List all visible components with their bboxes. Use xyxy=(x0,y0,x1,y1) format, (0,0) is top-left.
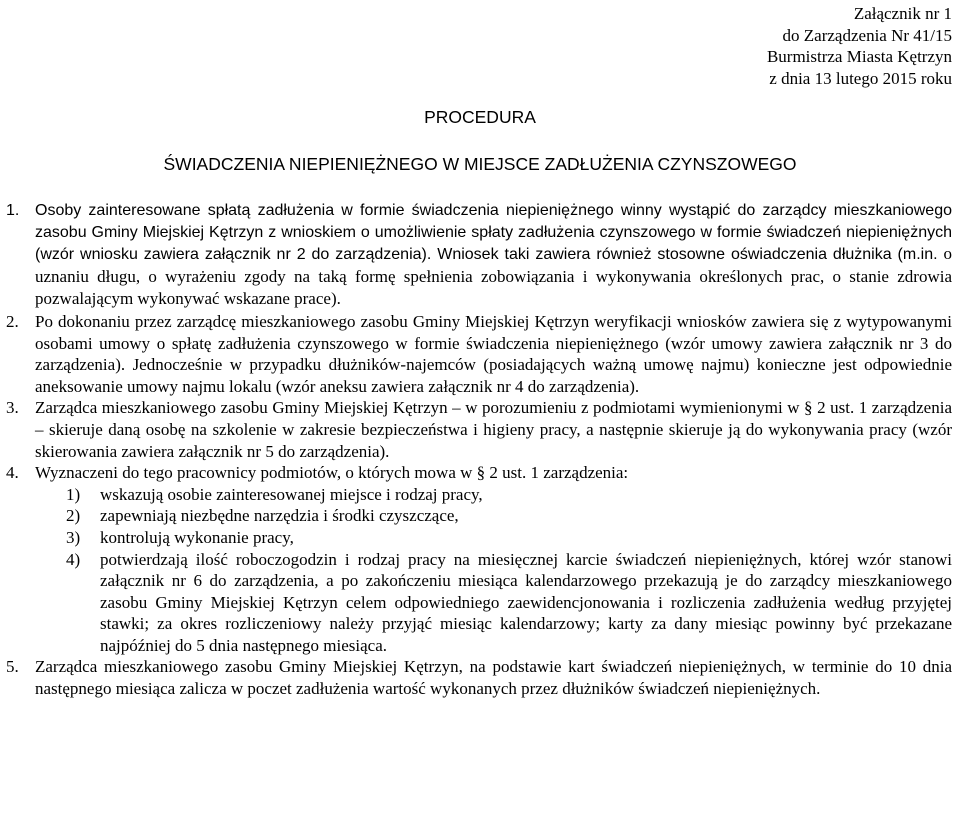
header-line-3: Burmistrza Miasta Kętrzyn xyxy=(766,47,952,66)
item-text-continued: o uznaniu długu, o wyrażeniu zgody na taką formę spełnienia zobowiązania i wykonywania określonych prac, o stanie zdrowia pozwalającym wykonywać wskazane prace). xyxy=(35,244,952,309)
subitem-text: wskazują osobie zainteresowanej miejsce i rodzaj pracy, xyxy=(100,484,483,504)
item-number: 2. xyxy=(6,311,19,331)
subitem-number: 3) xyxy=(66,527,81,547)
subitem-1 xyxy=(0,484,960,506)
item-number: 3. xyxy=(6,398,19,418)
procedure-item-3 xyxy=(0,397,960,462)
item-number: 1. xyxy=(6,202,20,219)
procedure-item-4 xyxy=(0,462,960,484)
procedure-subject: ŚWIADCZENIA NIEPIENIĘŻNEGO W MIEJSCE ZADŁUŻENIA CZYNSZOWEGO xyxy=(163,154,797,174)
subitem-3 xyxy=(0,527,960,549)
subitem-text: kontrolują wykonanie pracy, xyxy=(100,527,294,547)
item-number: 5. xyxy=(6,657,19,677)
item-number: 4. xyxy=(6,463,19,483)
attachment-header xyxy=(767,3,952,89)
subitem-text: zapewniają niezbędne narzędzia i środki czyszczące, xyxy=(100,506,459,526)
item-text: Zarządca mieszkaniowego zasobu Gminy Miejskiej Kętrzyn, na podstawie kart świadczeń niepieniężnych, w terminie do 10 dnia następnego miesiąca zalicza w poczet zadłużenia wartość wykonanych przez dłużników świadczeń niepieniężnych. xyxy=(35,657,952,699)
procedure-item-1 xyxy=(0,200,960,311)
procedure-item-2 xyxy=(0,311,960,397)
subitem-number: 1) xyxy=(66,484,81,504)
procedure-body xyxy=(0,200,960,700)
subitem-text: potwierdzają ilość roboczogodzin i rodzaj pracy na miesięcznej karcie świadczeń niepieniężnych, której wzór stanowi załącznik nr 6 do zarządzenia, a po zakończeniu miesiąca kalendarzowego przekazują je do zarządcy mieszkaniowego zasobu Gminy Miejskiej Kętrzyn celem odpowiedniego zaewidencjonowania i rozliczenia zadłużenia według przyjętej stawki; za okres rozliczeniowy należy przyjąć miesiąc kalendarzowy; karty za dany miesiąc powinny być przekazane najpóźniej do 5 dnia następnego miesiąca. xyxy=(100,549,952,655)
subitem-4 xyxy=(0,549,960,657)
header-line-1: Załącznik nr 1 xyxy=(853,4,952,23)
subitem-number: 4) xyxy=(66,549,81,569)
procedure-item-5 xyxy=(0,656,960,699)
item-text: Osoby zainteresowane spłatą zadłużenia w formie świadczenia niepieniężnego winny wystąpić do zarządcy mieszkaniowego zasobu Gminy Miejskiej Kętrzyn z wnioskiem o umożliwienie spłaty zadłużenia czynszowego w formie świadczeń niepieniężnych (wzór wniosku zawiera załącznik nr 2 do zarządzenia). Wniosek taki zawiera również stosowne oświadczenia dłużnika (m.in. xyxy=(35,202,952,264)
subitem-number: 2) xyxy=(66,506,81,526)
item-text: Po dokonaniu przez zarządcę mieszkaniowego zasobu Gminy Miejskiej Kętrzyn weryfikacji wniosków zawiera się z wytypowanymi osobami umowy o spłatę zadłużenia czynszowego w formie świadczenia niepieniężnego (wzór umowy zawiera załącznik nr 3 do zarządzenia). Jednocześnie w przypadku dłużników-najemców (posiadających ważną umowę najmu) konieczne jest odpowiednie aneksowanie umowy najmu lokalu (wzór aneksu zawiera załącznik nr 4 do zarządzenia). xyxy=(35,311,952,396)
item-text: Wyznaczeni do tego pracownicy podmiotów, o których mowa w § 2 ust. 1 zarządzenia: xyxy=(35,463,629,483)
item-text: Zarządca mieszkaniowego zasobu Gminy Miejskiej Kętrzyn – w porozumieniu z podmiotami wymienionymi w § 2 ust. 1 zarządzenia – skieruje daną osobę na szkolenie w zakresie bezpieczeństwa i higieny pracy, a następnie skieruje ją do wykonywania pracy (wzór skierowania zawiera załącznik nr 5 do zarządzenia). xyxy=(35,398,952,461)
header-line-4: z dnia 13 lutego 2015 roku xyxy=(769,68,952,88)
header-line-2: do Zarządzenia Nr 41/15 xyxy=(782,25,952,45)
subitem-2 xyxy=(0,505,960,527)
procedure-title: PROCEDURA xyxy=(424,107,536,127)
